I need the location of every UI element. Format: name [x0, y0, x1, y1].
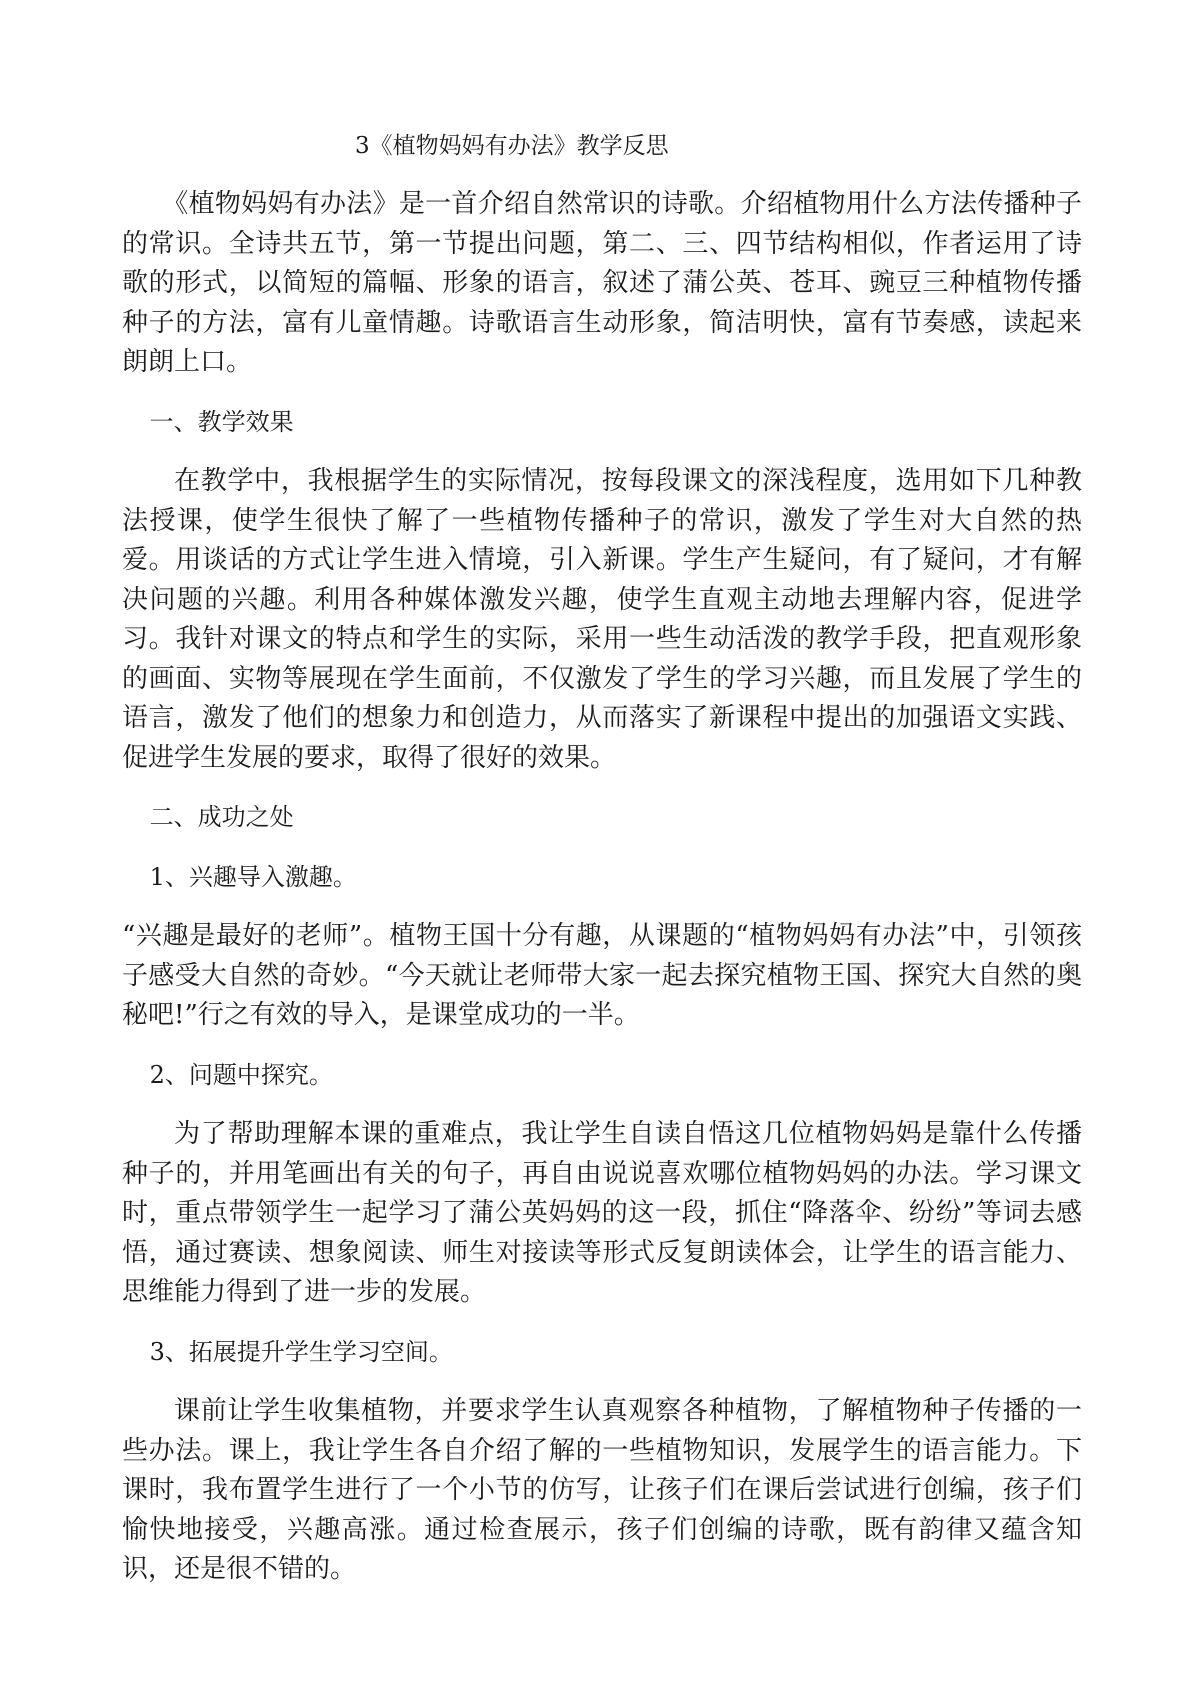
teaching-effect-paragraph: 在教学中，我根据学生的实际情况，按每段课文的深浅程度，选用如下几种教法授课，使学生很快了解了一些植物传播种子的常识，激发了学生对大自然的热爱。用谈话的方式让学生进入情境，引入新课。学生产生疑问，有了疑问，才有解决问题的兴趣。利用各种媒体激发兴趣，使学生直观主动地去理解内容，促进学习。我针对课文的特点和学生的实际，采用一些生动活泼的教学手段，把直观形象的画面、实物等展现在学生面前，不仅激发了学生的学习兴趣，而且发展了学生的语言，激发了他们的想象力和创造力，从而落实了新课程中提出的加强语文实践、促进学生发展的要求，取得了很好的效果。 — [122, 466, 1082, 773]
interest-intro-paragraph: “兴趣是最好的老师”。植物王国十分有趣，从课题的“植物妈妈有办法”中，引领孩子感受大自然的奇妙。“今天就让老师带大家一起去探究植物王国、探究大自然的奥秘吧!”行之有效的导入，是课堂成功的一半。 — [122, 921, 1082, 1030]
extension-paragraph: 课前让学生收集植物，并要求学生认真观察各种植物，了解植物种子传播的一些办法。课上，我让学生各自介绍了解的一些植物知识，发展学生的语言能力。下课时，我布置学生进行了一个小节的仿写，让孩子们在课后尝试进行创编，孩子们愉快地接受，兴趣高涨。通过检查展示，孩子们创编的诗歌，既有韵律又蕴含知识，还是很不错的。 — [122, 1396, 1082, 1584]
intro-paragraph: 《植物妈妈有办法》是一首介绍自然常识的诗歌。介绍植物用什么方法传播种子的常识。全诗共五节，第一节提出问题，第二、三、四节结构相似，作者运用了诗歌的形式，以简短的篇幅、形象的语言，叙述了蒲公英、苍耳、豌豆三种植物传播种子的方法，富有儿童情趣。诗歌语言生动形象，简洁明快，富有节奏感，读起来朗朗上口。 — [122, 189, 1082, 377]
subheading-inquiry: 2、问题中探究。 — [149, 1060, 333, 1089]
section-heading-success: 二、成功之处 — [149, 803, 294, 831]
inquiry-paragraph: 为了帮助理解本课的重难点，我让学生自读自悟这几位植物妈妈是靠什么传播种子的，并用笔画出有关的句子，再自由说说喜欢哪位植物妈妈的办法。学习课文时，重点带领学生一起学习了蒲公英妈妈的这一段，抓住“降落伞、纷纷”等词去感悟，通过赛读、想象阅读、师生对接读等形式反复朗读体会，让学生的语言能力、思维能力得到了进一步的发展。 — [122, 1119, 1082, 1307]
subheading-extension: 3、拓展提升学生学习空间。 — [149, 1337, 453, 1366]
document-title: 3《植物妈妈有办法》教学反思 — [355, 133, 669, 159]
document-body — [122, 185, 1082, 1610]
section-heading-teaching-effect: 一、教学效果 — [149, 407, 294, 436]
subheading-interest-intro: 1、兴趣导入激趣。 — [149, 862, 357, 891]
